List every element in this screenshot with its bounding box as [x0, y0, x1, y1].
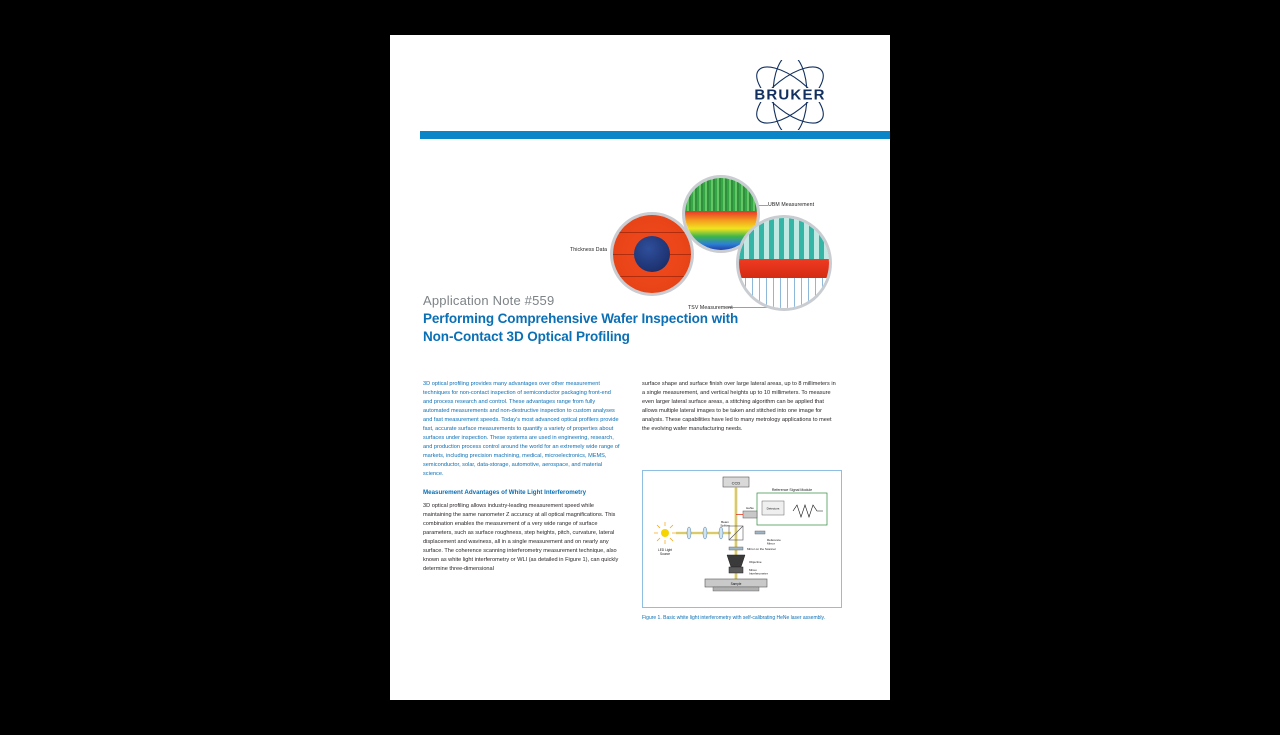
page-title-line2: Non-Contact 3D Optical Profiling: [423, 328, 630, 344]
svg-text:Mirau: Mirau: [749, 568, 757, 572]
svg-text:Reference: Reference: [767, 538, 781, 542]
svg-text:Splitter: Splitter: [720, 523, 730, 528]
intro-paragraph: 3D optical profiling provides many advantages over other measurement techniques for non-contact inspection of semiconductor packaging front-end and process research and control. These advantages range from fully automated measurements and non-destructive inspection to custom analyses and fast measurement speeds. Today's most advanced optical profilers provide fast, accurate surface measurements to quantify a variety of properties about surfaces under inspection. These systems are used in engineering, research, and production process control around the world for an extremely wide range of markets, including precision machining, medical, microelectronics, MEMS, semiconductor, solar, data-storage, automotive, aerospace, and material science.: [423, 381, 620, 478]
figure-1-diagram: [642, 470, 842, 608]
svg-text:Beam: Beam: [721, 520, 729, 524]
hero-label-thickness: Thickness Data: [570, 247, 608, 253]
right-body-paragraph: surface shape and surface finish over large lateral areas, up to 8 millimeters in a single measurement, and vertical heights up to 10 millimeters. To measure even larger lateral surface areas, a stitching algorithm can be applied that allows multiple lateral images to be taken and stitched into one image for analysis. These capabilities have led to many metrology applications to meet the evolving wafer manufacturing needs.: [642, 381, 836, 433]
svg-text:LED Light: LED Light: [658, 548, 672, 552]
svg-text:Mirror on the Scanner: Mirror on the Scanner: [747, 547, 777, 551]
header-rule: [420, 131, 890, 139]
svg-text:Reference Signal Module: Reference Signal Module: [771, 488, 813, 492]
tsv-measurement-image: [736, 215, 832, 311]
bruker-logo: [720, 60, 860, 130]
svg-text:Sample: Sample: [730, 581, 742, 586]
interferometry-schematic: [643, 471, 841, 607]
svg-text:CCD: CCD: [731, 480, 741, 486]
body-column-left: [423, 380, 621, 581]
svg-text:Detectors: Detectors: [766, 506, 780, 511]
body-column-right: [642, 380, 840, 441]
hero-illustration: [570, 155, 890, 325]
bruker-logo-mark: [720, 60, 860, 130]
page-title-line1: Performing Comprehensive Wafer Inspection with: [423, 311, 739, 326]
left-body-paragraph: 3D optical profiling allows industry-leading measurement speed while maintaining the same nanometer Z accuracy at all optical magnifications. This combination enables the measurement of a very wide range of surface parameters, such as surface roughness, step heights, pitch, curvature, lateral displacement and waviness, all in a single measurement and on nearly any surface. The coherence scanning interferometry measurement technique, also known as white light interferometry or WLI (as detailed in Figure 1), can quickly determine three-dimensional: [423, 502, 619, 573]
page-title: [423, 310, 793, 346]
svg-text:Objective: Objective: [749, 560, 762, 564]
svg-text:HeNe: HeNe: [746, 506, 754, 510]
svg-text:Mirror: Mirror: [767, 541, 775, 546]
hero-label-tsv: TSV Measurement: [688, 305, 733, 311]
section-subheading: Measurement Advantages of White Light Interferometry: [423, 488, 587, 496]
thickness-data-image: [610, 212, 694, 296]
hero-label-ubm: UBM Measurement: [768, 202, 815, 208]
svg-text:Source: Source: [659, 552, 671, 556]
svg-text:Interferometer: Interferometer: [749, 571, 768, 576]
application-note-number: Application Note #559: [423, 293, 555, 308]
bruker-wordmark: BRUKER: [754, 86, 826, 104]
figure-1-caption: Figure 1. Basic white light interferometry with self-calibrating HeNe laser assembly.: [642, 615, 826, 621]
document-page: [390, 35, 890, 700]
